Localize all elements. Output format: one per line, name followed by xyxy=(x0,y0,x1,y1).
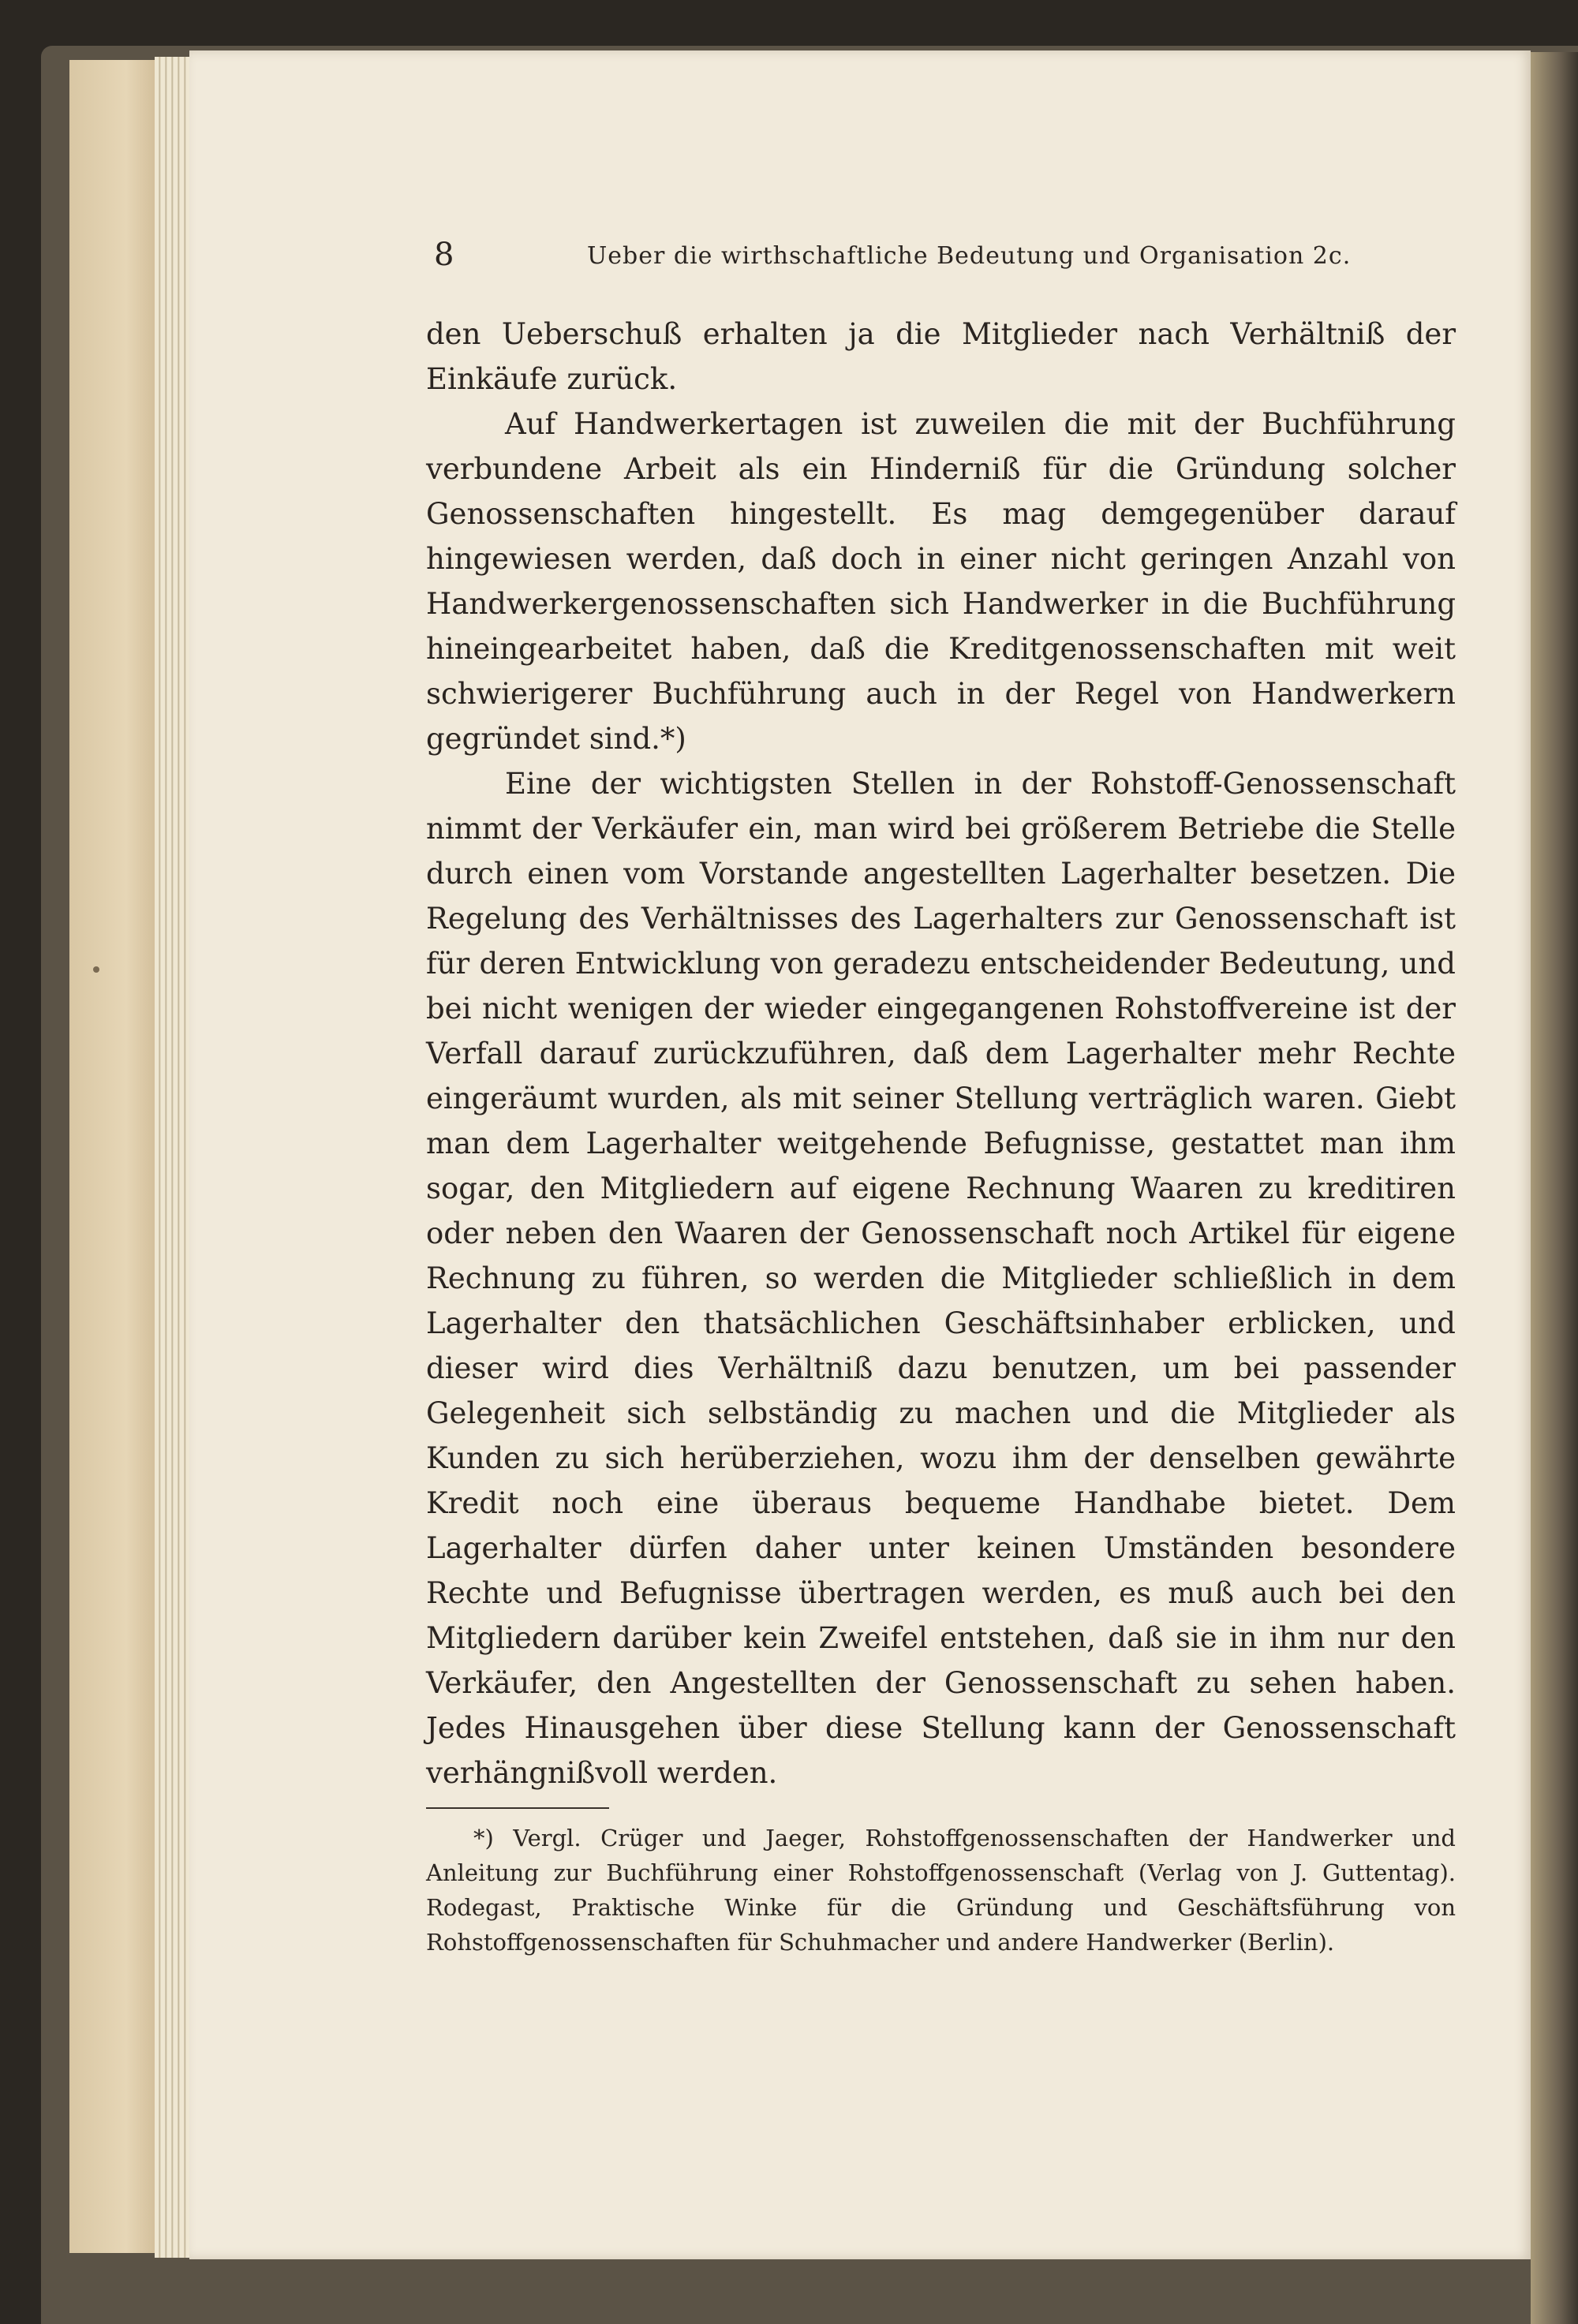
binding-gutter xyxy=(1531,52,1578,2324)
page-number: 8 xyxy=(434,237,454,273)
footnote: *) Vergl. Crüger und Jaeger, Rohstoffgenossenschaften der Handwerker und Anleitung zur Buchführung einer Rohstoffgenossenschaft (Verlag von J. Guttentag). Rodegast, Praktische Winke für die Gründung und Geschäftsführung von Rohstoffgenossenschaften für Schuhmacher und andere Handwerker (Berlin). xyxy=(426,1825,1456,1956)
body-text xyxy=(426,312,1456,1795)
paragraph-3: Eine der wichtigsten Stellen in der Rohstoff-Genossenschaft nimmt der Verkäufer ein, man wird bei größerem Betriebe die Stelle durch einen vom Vorstande angestellten Lagerhalter besetzen. Die Regelung des Verhältnisses des Lagerhalters zur Genossenschaft ist für deren Entwicklung von geradezu entscheidender Bedeutung, und bei nicht wenigen der wieder eingegangenen Rohstoffvereine ist der Verfall darauf zurückzuführen, daß dem Lagerhalter mehr Rechte eingeräumt wurden, als mit seiner Stellung verträglich waren. Giebt man dem Lagerhalter weitgehende Befugnisse, gestattet man ihm sogar, den Mitgliedern auf eigene Rechnung Waaren zu kreditiren oder neben den Waaren der Genossenschaft noch Artikel für eigene Rechnung zu führen, so werden die Mitglieder schließlich in dem Lagerhalter den thatsächlichen Geschäftsinhaber erblicken, und dieser wird dies Verhältniß dazu benutzen, um bei passender Gelegenheit sich selbständig zu machen und die Mitglieder als Kunden zu sich herüberziehen, wozu ihm der denselben gewährte Kredit noch eine überaus bequeme Handhabe bietet. Dem Lagerhalter dürfen daher unter keinen Umständen besondere Rechte und Befugnisse übertragen werden, es muß auch bei den Mitgliedern darüber kein Zweifel entstehen, daß sie in ihm nur den Verkäufer, den Angestellten der Genossenschaft zu sehen haben. Jedes Hinausgehen über diese Stellung kann der Genossenschaft verhängnißvoll werden. xyxy=(426,767,1456,1790)
paper-speck xyxy=(93,966,99,973)
paragraph-1: den Ueberschuß erhalten ja die Mitglieder nach Verhältniß der Einkäufe zurück. xyxy=(426,317,1456,396)
page-stack-edges xyxy=(155,57,194,2258)
running-title: Ueber die wirthschaftliche Bedeutung und Organisation 2c. xyxy=(587,242,1352,270)
paragraph-2: Auf Handwerkertagen ist zuweilen die mit der Buchführung verbundene Arbeit als ein Hinderniß für die Gründung solcher Genossenschaften hingestellt. Es mag demgegenüber darauf hingewiesen werden, daß doch in einer nicht geringen Anzahl von Handwerkergenossenschaften sich Handwerker in die Buchführung hineingearbeitet haben, daß die Kreditgenossenschaften mit weit schwierigerer Buchführung auch in der Regel von Handwerkern gegründet sind.*) xyxy=(426,407,1456,756)
footnote-divider xyxy=(426,1807,609,1809)
book-board-edge xyxy=(69,60,164,2253)
